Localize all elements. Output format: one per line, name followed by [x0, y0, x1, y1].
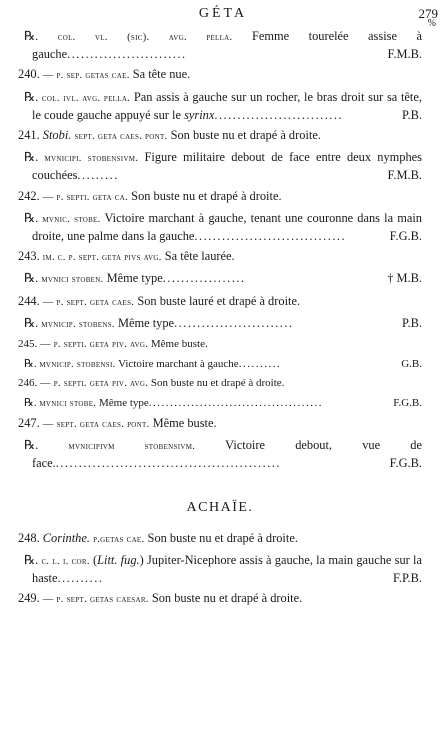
coin-legend: col. ivl. avg. pella. — [41, 92, 131, 104]
coin-legend: mvnici stoben. — [41, 274, 104, 286]
coin-legend: — p. septi. geta piv. avg. — [40, 339, 149, 351]
entry-reverse-243: ℞. mvnici stoben. Même type.................. † M.B. — [24, 271, 422, 286]
collection-source: F.G.B. — [393, 396, 422, 409]
mint-place: Stobi. — [42, 128, 72, 143]
entry-number: 244. — [18, 293, 40, 308]
reverse-symbol: ℞. — [24, 210, 39, 225]
entry-reverse-240: ℞. col. ivl. avg. pella. Pan assis à gauche sur un rocher, le bras droit sur sa tête, le coude gauche appuyé sur le syrinx............................ P.B. — [24, 89, 422, 122]
entry-reverse-244: ℞. mvnicip. stobens. Même type.......................... P.B. — [24, 315, 422, 330]
collection-source: F.M.B. — [387, 168, 422, 183]
page-header — [0, 6, 446, 29]
coin-legend: mvnicipivm stobensivm. — [68, 441, 196, 453]
collection-source: G.B. — [401, 357, 422, 370]
entry-number: 246. — [18, 377, 38, 390]
entry-reverse-241: ℞. mvnicipi. stobensivm. Figure militaire debout de face entre deux nymphes couchées......... F.M.B. — [24, 150, 422, 183]
coin-description: Même buste. — [150, 338, 208, 351]
coin-legend: mvnici stobe. — [39, 397, 97, 409]
section-title: ACHAÏE. — [186, 499, 254, 515]
running-title: GÉTA — [198, 6, 248, 21]
catalogue-body — [18, 28, 422, 613]
coin-description: Même buste. — [152, 416, 217, 431]
coin-legend: col. vl. (sic). avg. pella. — [57, 32, 233, 43]
entry-reverse-247: ℞. mvnicipivm stobensivm. Victoire debout, vue de face.................................................. F.G.B. — [24, 438, 422, 471]
entry-241 — [18, 127, 422, 145]
coin-description: Sa tête nue. — [132, 67, 191, 82]
coin-legend: — p. sept. geta caes. — [42, 296, 135, 308]
coin-description: Son buste lauré et drapé à droite. — [137, 293, 301, 308]
page-number: 279 — [418, 6, 438, 21]
coin-description: Figure militaire debout de face entre deux nymphes couchées — [32, 150, 422, 183]
reverse-symbol: ℞. — [24, 315, 39, 330]
coin-description: Victoire marchant à gauche, tenant une couronne dans la main droite, une palme dans la gauche — [32, 210, 422, 244]
entry-243 — [18, 248, 422, 266]
coin-description: Pan assis à gauche sur un rocher, le bras droit sur sa tête, le coude gauche appuyé sur le — [32, 89, 422, 122]
coin-legend: mvnicip. stobensi. — [39, 358, 116, 370]
entry-reverse-248: ℞. c. l. i. cor. (Litt. fug.) Jupiter-Nicephore assis à gauche, la main gauche sur la haste.......... F.P.B. — [24, 553, 422, 586]
collection-source: F.G.B. — [389, 456, 422, 471]
entry-reverse-245: ℞. mvnicip. stobensi. Victoire marchant à gauche.......... G.B. — [24, 357, 422, 370]
entry-number: 243. — [18, 249, 40, 264]
coin-description: Jupiter-Nicephore assis à gauche, la main gauche sur la haste — [32, 553, 422, 586]
coin-legend: im. c. p. sept. geta pivs avg. — [42, 252, 162, 264]
coin-description: Femme tourelée assise à gauche — [32, 29, 422, 62]
coin-description: Son buste nu et drapé à droite. — [150, 377, 285, 390]
page-number-mark: % — [427, 18, 436, 29]
entry-number: 241. — [18, 128, 40, 143]
collection-source: † M.B. — [387, 271, 422, 286]
entry-reverse-246: ℞. mvnici stobe. Même type......................................... F.G.B. — [24, 396, 422, 409]
coin-description: Son buste nu et drapé à droite. — [131, 188, 282, 203]
reverse-symbol: ℞. — [24, 271, 39, 286]
coin-description: Victoire debout, vue de face. — [32, 438, 422, 471]
collection-source: F.P.B. — [393, 571, 422, 586]
collection-source: F.G.B. — [389, 229, 422, 244]
entry-number: 242. — [18, 188, 40, 203]
coin-description: Même type — [106, 271, 163, 286]
reverse-symbol: ℞. — [24, 553, 39, 568]
entry-number: 249. — [18, 591, 40, 606]
entry-245 — [18, 337, 422, 353]
collection-source: F.M.B. — [387, 47, 422, 62]
coin-legend: — p. septi. geta piv. avg. — [40, 378, 149, 390]
entry-number: 240. — [18, 67, 40, 82]
coin-legend: mvnicip. stobens. — [41, 318, 115, 330]
entry-248 — [18, 530, 422, 548]
italic-note: Litt. fug. — [97, 553, 140, 568]
coin-description: Sa tête laurée. — [164, 249, 235, 264]
coin-description: Son buste nu et drapé à droite. — [147, 530, 298, 545]
coin-legend: mvnicipi. stobensivm. — [44, 153, 139, 165]
reverse-symbol: ℞. — [24, 396, 37, 409]
entry-242 — [18, 188, 422, 206]
entry-number: 245. — [18, 338, 38, 351]
entry-240 — [18, 66, 422, 84]
coin-description: Son buste nu et drapé à droite. — [170, 128, 321, 143]
italic-term: syrinx — [184, 107, 215, 122]
entry-reverse-0: ℞. col. vl. (sic). avg. pella. Femme tourelée assise à gauche.......................... F.M.B. — [24, 29, 422, 62]
coin-legend: — p. sept. getas caesar. — [42, 594, 149, 606]
coin-legend: p.getas cae. — [93, 533, 145, 545]
coin-description: Même type — [98, 396, 149, 409]
collection-source: P.B. — [402, 107, 422, 122]
coin-description: Son buste nu et drapé à droite. — [151, 591, 303, 606]
entry-number: 248. — [18, 530, 40, 545]
entry-number: 247. — [18, 416, 40, 431]
entry-reverse-242: ℞. mvnic. stobe. Victoire marchant à gauche, tenant une couronne dans la main droite, une palme dans la gauche................................. F.G.B. — [24, 210, 422, 244]
coin-description: Même type — [117, 315, 175, 330]
entry-249 — [18, 590, 422, 608]
reverse-symbol: ℞. — [24, 29, 39, 43]
reverse-symbol: ℞. — [24, 89, 39, 104]
reverse-symbol: ℞. — [24, 150, 39, 165]
coin-legend: — p. septi. geta ca. — [42, 191, 129, 203]
coin-legend: — sept. geta caes. pont. — [42, 419, 150, 431]
reverse-symbol: ℞. — [24, 357, 37, 370]
entry-247 — [18, 415, 422, 433]
entry-244 — [18, 293, 422, 311]
reverse-symbol: ℞. — [24, 438, 39, 453]
coin-legend: c. l. i. cor. — [41, 556, 90, 568]
coin-legend: — p. sep. getas cae. — [42, 70, 130, 82]
collection-source: P.B. — [402, 315, 422, 330]
entry-246 — [18, 376, 422, 392]
coin-description: Victoire marchant à gauche — [118, 357, 239, 370]
coin-legend: sept. geta caes. pont. — [74, 131, 168, 143]
mint-place: Corinthe. — [42, 530, 90, 545]
coin-legend: mvnic. stobe. — [42, 213, 101, 225]
